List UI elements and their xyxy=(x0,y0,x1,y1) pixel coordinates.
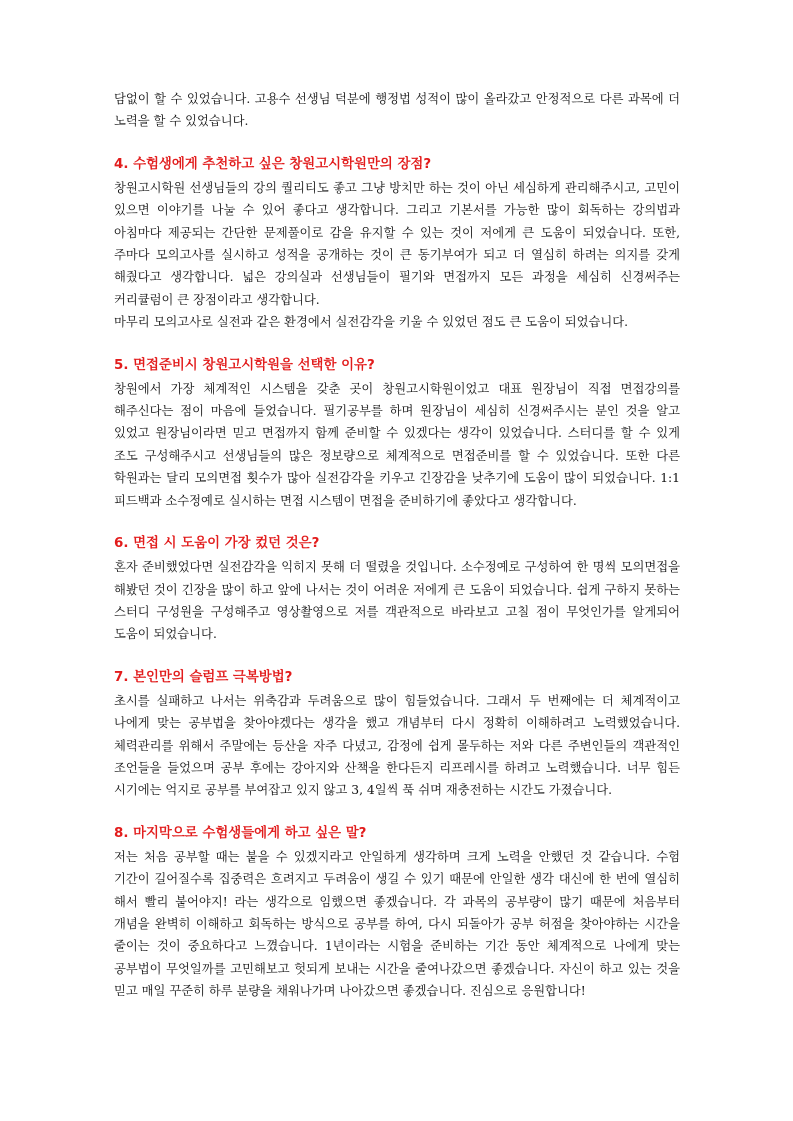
section-heading: 7. 본인만의 슬럼프 극복방법? xyxy=(114,669,293,685)
section-q8 xyxy=(114,823,680,1003)
section-q6 xyxy=(114,533,680,646)
section-paragraph: 창원고시학원 선생님들의 강의 퀄리티도 좋고 그냥 방치만 하는 것이 아닌 세심하게 관리해주시고, 고민이 있으면 이야기를 나눌 수 있어 좋다고 생각합니다. 그리고 기본서를 가능한 많이 회독하는 강의법과 아침마다 제공되는 간단한 문제풀이로 감을 유지할 수 있는 것이 저에게 큰 도움이 되었습니다. 또한, 주마다 모의고사를 실시하고 성적을 공개하는 것이 큰 동기부여가 되고 더 열심히 하려는 의지를 갖게 해줬다고 생각합니다. 넓은 강의실과 선생님들이 필기와 면접까지 모든 과정을 세심히 신경써주는 커리큘럼이 큰 장점이라고 생각합니다. xyxy=(114,180,680,307)
intro-paragraph: 담없이 할 수 있었습니다. 고용수 선생님 덕분에 행정법 성적이 많이 올라갔고 안정적으로 다른 과목에 더 노력을 할 수 있었습니다. xyxy=(114,92,680,129)
section-q5 xyxy=(114,355,680,512)
section-heading: 8. 마지막으로 수험생들에게 하고 싶은 말? xyxy=(114,825,367,841)
section-paragraph: 초시를 실패하고 나서는 위축감과 두려움으로 많이 힘들었습니다. 그래서 두 번째에는 더 체계적이고 나에게 맞는 공부법을 찾아야겠다는 생각을 했고 개념부터 다시 정확히 이해하려고 노력했었습니다. 체력관리를 위해서 주말에는 등산을 자주 다녔고, 감정에 쉽게 몰두하는 저와 다른 주변인들의 객관적인 조언들을 들었으며 공부 후에는 강아지와 산책을 한다든지 리프레시를 하려고 노력했습니다. 너무 힘든 시기에는 억지로 공부를 부여잡고 있지 않고 3, 4일씩 푹 쉬며 재충전하는 시간도 가졌습니다. xyxy=(114,693,680,798)
section-paragraph: 창원에서 가장 체계적인 시스템을 갖춘 곳이 창원고시학원이었고 대표 원장님이 직접 면접강의를 해주신다는 점이 마음에 들었습니다. 필기공부를 하며 원장님이 세심히 신경써주시는 분인 것을 알고 있었고 원장님이라면 믿고 면접까지 함께 준비할 수 있겠다는 생각이 있었습니다. 스터디를 할 수 있게 조도 구성해주시고 선생님들의 많은 정보량으로 체계적으로 면접준비를 할 수 있었습니다. 또한 다른 학원과는 달리 모의면접 횟수가 많아 실전감각을 키우고 긴장감을 낮추기에 도움이 많이 되었습니다. 1:1 피드백과 소수정예로 실시하는 면접 시스템이 면접을 준비하기에 좋았다고 생각합니다. xyxy=(114,381,680,508)
section-q7 xyxy=(114,667,680,802)
section-heading: 6. 면접 시 도움이 가장 컸던 것은? xyxy=(114,536,320,552)
section-paragraph: 마무리 모의고사로 실전과 같은 환경에서 실전감각을 키울 수 있었던 점도 큰 도움이 되었습니다. xyxy=(114,315,629,330)
document-page xyxy=(114,88,680,1003)
section-heading: 4. 수험생에게 추천하고 싶은 창원고시학원만의 장점? xyxy=(114,156,432,172)
section-q4 xyxy=(114,154,680,334)
section-paragraph: 혼자 준비했었다면 실전감각을 익히지 못해 더 떨렸을 것입니다. 소수정예로 구성하여 한 명씩 모의면접을 해봤던 것이 긴장을 많이 하고 앞에 나서는 것이 어려운 저에게 큰 도움이 되었습니다. 쉽게 구하지 못하는 스터디 구성원을 구성해주고 영상촬영으로 저를 객관적으로 바라보고 고칠 점이 무엇인가를 알게되어 도움이 되었습니다. xyxy=(114,560,680,642)
section-paragraph: 저는 처음 공부할 때는 붙을 수 있겠지라고 안일하게 생각하며 크게 노력을 안했던 것 같습니다. 수험 기간이 길어질수록 집중력은 흐려지고 두려움이 생길 수 있기 때문에 안일한 생각 대신에 한 번에 열심히 해서 빨리 붙어야지! 라는 생각으로 임했으면 좋겠습니다. 각 과목의 공부량이 많기 때문에 처음부터 개념을 완벽히 이해하고 회독하는 방식으로 공부를 하여, 다시 되돌아가 공부 허점을 찾아야하는 시간을 줄이는 것이 중요하다고 느꼈습니다. 1년이라는 시험을 준비하는 기간 동안 체계적으로 나에게 맞는 공부법이 무엇일까를 고민해보고 헛되게 보내는 시간을 줄여나갔으면 좋겠습니다. 자신이 하고 있는 것을 믿고 매일 꾸준히 하루 분량을 채워나가며 나아갔으면 좋겠습니다. 진심으로 응원합니다! xyxy=(114,849,680,999)
section-heading: 5. 면접준비시 창원고시학원을 선택한 이유? xyxy=(114,357,375,373)
